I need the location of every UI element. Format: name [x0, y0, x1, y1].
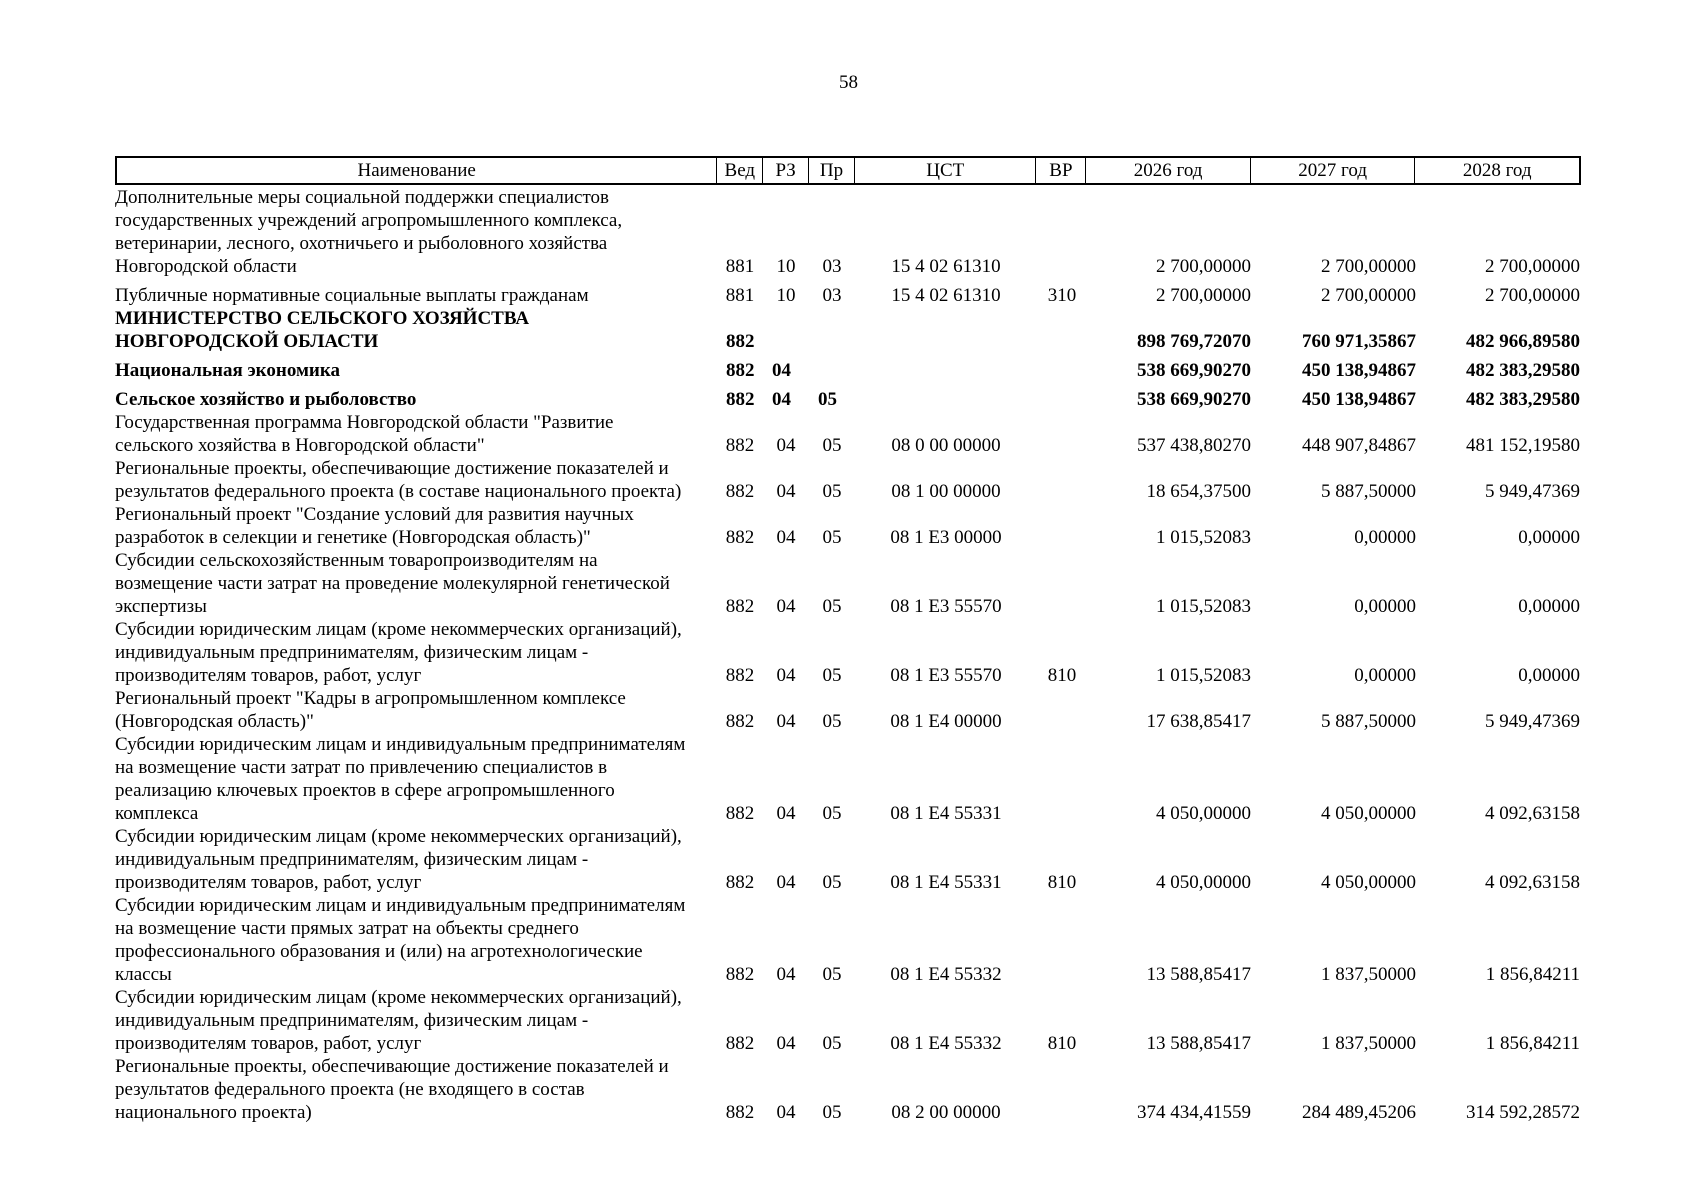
row-ved: 881	[725, 256, 755, 277]
row-ved: 882	[726, 360, 755, 381]
row-2028: 0,00000	[1518, 596, 1580, 617]
row-2028: 5 949,47369	[1485, 481, 1580, 502]
row-ved: 882	[725, 1102, 755, 1123]
header-2026: 2026 год	[1086, 158, 1251, 183]
row-pr: 03	[822, 256, 842, 277]
row-rz: 04	[776, 964, 796, 985]
row-2028: 1 856,84211	[1485, 1033, 1580, 1054]
header-ved: Вед	[717, 158, 763, 183]
row-2027: 0,00000	[1354, 527, 1416, 548]
row-cst: 08 0 00 00000	[891, 435, 1001, 456]
row-cst: 08 1 00 00000	[891, 481, 1001, 502]
row-pr: 05	[822, 1033, 842, 1054]
row-2028: 2 700,00000	[1485, 285, 1580, 306]
row-rz: 04	[776, 481, 796, 502]
row-cst: 08 1 Е3 55570	[890, 665, 1002, 686]
row-rz: 04	[772, 360, 791, 381]
row-2027: 448 907,84867	[1302, 435, 1416, 456]
table-row	[115, 411, 1581, 457]
row-2026: 2 700,00000	[1156, 285, 1251, 306]
row-cst: 08 1 Е4 55331	[890, 872, 1002, 893]
row-2028: 0,00000	[1518, 665, 1580, 686]
row-rz: 04	[776, 527, 796, 548]
row-2028: 314 592,28572	[1466, 1102, 1580, 1123]
row-2028: 1 856,84211	[1485, 964, 1580, 985]
row-2027: 450 138,94867	[1302, 389, 1416, 410]
budget-table	[115, 156, 1581, 1124]
table-row	[115, 359, 1581, 382]
row-name: Национальная экономика	[115, 360, 341, 381]
row-2027: 1 837,50000	[1321, 1033, 1416, 1054]
row-name: Субсидии юридическим лицам (кроме некоммерческих организаций), индивидуальным предпринимателям, физическим лицам - производителям товаров, работ, услуг	[115, 619, 682, 686]
table-row	[115, 388, 1581, 411]
row-name: Региональный проект "Кадры в агропромышленном комплексе (Новгородская область)"	[115, 688, 626, 732]
row-rz: 04	[776, 803, 796, 824]
row-2028: 5 949,47369	[1485, 711, 1580, 732]
row-2026: 538 669,90270	[1137, 389, 1251, 410]
row-rz: 10	[776, 285, 796, 306]
header-2028: 2028 год	[1462, 160, 1532, 181]
row-pr: 05	[822, 711, 842, 732]
row-rz: 04	[776, 435, 796, 456]
row-ved: 882	[726, 389, 755, 410]
table-row	[115, 1055, 1581, 1124]
row-2027: 0,00000	[1354, 665, 1416, 686]
row-name: МИНИСТЕРСТВО СЕЛЬСКОГО ХОЗЯЙСТВА НОВГОРОДСКОЙ ОБЛАСТИ	[115, 308, 530, 352]
table-row	[115, 284, 1581, 307]
row-2026: 1 015,52083	[1156, 527, 1251, 548]
row-pr: 05	[822, 665, 842, 686]
row-rz: 04	[776, 1033, 796, 1054]
row-ved: 882	[725, 1033, 755, 1054]
row-ved: 881	[725, 285, 755, 306]
row-vr: 810	[1047, 1033, 1077, 1054]
row-ved: 882	[726, 331, 755, 352]
row-ved: 882	[725, 596, 755, 617]
row-2026: 2 700,00000	[1156, 256, 1251, 277]
table-row	[115, 307, 1581, 353]
row-name: Субсидии юридическим лицам (кроме некоммерческих организаций), индивидуальным предпринимателям, физическим лицам - производителям товаров, работ, услуг	[115, 826, 682, 893]
row-2028: 482 966,89580	[1466, 331, 1580, 352]
row-2028: 482 383,29580	[1466, 360, 1580, 381]
row-2026: 374 434,41559	[1137, 1102, 1251, 1123]
row-rz: 04	[776, 596, 796, 617]
row-2027: 0,00000	[1354, 596, 1416, 617]
row-2026: 18 654,37500	[1146, 481, 1251, 502]
row-2026: 1 015,52083	[1156, 596, 1251, 617]
row-2027: 2 700,00000	[1321, 256, 1416, 277]
table-row	[115, 618, 1581, 687]
table-row	[115, 503, 1581, 549]
row-name: Региональные проекты, обеспечивающие достижение показателей и результатов федерального проекта (в составе национального проекта)	[115, 458, 682, 502]
row-rz: 10	[776, 256, 796, 277]
row-name: Государственная программа Новгородской области "Развитие сельского хозяйства в Новгородской области"	[115, 412, 614, 456]
row-name: Субсидии юридическим лицам (кроме некоммерческих организаций), индивидуальным предпринимателям, физическим лицам - производителям товаров, работ, услуг	[115, 987, 682, 1054]
row-ved: 882	[725, 711, 755, 732]
row-pr: 05	[822, 481, 842, 502]
row-name: Субсидии юридическим лицам и индивидуальным предпринимателям на возмещение части затрат по привлечению специалистов в реализацию ключевых проектов в сфере агропромышленного комплекса	[115, 734, 686, 824]
row-vr: 310	[1047, 285, 1077, 306]
row-2028: 482 383,29580	[1466, 389, 1580, 410]
row-cst: 08 1 Е4 00000	[890, 711, 1002, 732]
row-ved: 882	[725, 803, 755, 824]
header-pr: Пр	[809, 158, 855, 183]
row-2026: 538 669,90270	[1137, 360, 1251, 381]
row-name: Региональный проект "Создание условий для развития научных разработок в селекции и генетике (Новгородская область)"	[115, 504, 634, 548]
row-2026: 537 438,80270	[1137, 435, 1251, 456]
row-2027: 5 887,50000	[1321, 481, 1416, 502]
row-pr: 05	[822, 527, 842, 548]
row-2027: 450 138,94867	[1302, 360, 1416, 381]
header-rz: РЗ	[763, 158, 809, 183]
header-vr: ВР	[1036, 158, 1086, 183]
row-cst: 08 1 Е3 00000	[890, 527, 1002, 548]
row-2028: 4 092,63158	[1485, 803, 1580, 824]
row-ved: 882	[725, 872, 755, 893]
row-name: Региональные проекты, обеспечивающие достижение показателей и результатов федерального проекта (не входящего в состав национального проекта)	[115, 1056, 669, 1123]
row-rz: 04	[776, 872, 796, 893]
row-2026: 4 050,00000	[1156, 803, 1251, 824]
row-cst: 15 4 02 61310	[891, 256, 1001, 277]
row-2027: 4 050,00000	[1321, 803, 1416, 824]
header-2027: 2027 год	[1251, 158, 1416, 183]
row-2027: 2 700,00000	[1321, 285, 1416, 306]
row-2026: 1 015,52083	[1156, 665, 1251, 686]
table-row	[115, 186, 1581, 278]
row-2027: 284 489,45206	[1302, 1102, 1416, 1123]
row-cst: 08 1 Е4 55332	[890, 1033, 1002, 1054]
row-name: Субсидии юридическим лицам и индивидуальным предпринимателям на возмещение части прямых затрат на объекты среднего профессионального образования и (или) на агротехнологические классы	[115, 895, 686, 985]
row-cst: 08 1 Е4 55331	[890, 803, 1002, 824]
table-header	[115, 156, 1581, 185]
row-2028: 2 700,00000	[1485, 256, 1580, 277]
row-pr: 05	[818, 389, 837, 410]
table-row	[115, 986, 1581, 1055]
row-cst: 15 4 02 61310	[891, 285, 1001, 306]
row-ved: 882	[725, 435, 755, 456]
row-cst: 08 2 00 00000	[891, 1102, 1001, 1123]
row-pr: 05	[822, 872, 842, 893]
table-row	[115, 825, 1581, 894]
row-pr: 05	[822, 1102, 842, 1123]
row-name: Сельское хозяйство и рыболовство	[115, 389, 417, 410]
row-2026: 13 588,85417	[1146, 1033, 1251, 1054]
row-2028: 481 152,19580	[1466, 435, 1580, 456]
row-2028: 4 092,63158	[1485, 872, 1580, 893]
row-2026: 17 638,85417	[1146, 711, 1251, 732]
row-vr: 810	[1047, 872, 1077, 893]
row-ved: 882	[725, 527, 755, 548]
table-row	[115, 549, 1581, 618]
header-name: Наименование	[117, 158, 717, 183]
row-ved: 882	[725, 964, 755, 985]
row-rz: 04	[772, 389, 791, 410]
row-2027: 1 837,50000	[1321, 964, 1416, 985]
row-ved: 882	[725, 665, 755, 686]
row-ved: 882	[725, 481, 755, 502]
row-name: Субсидии сельскохозяйственным товаропроизводителям на возмещение части затрат на проведение молекулярной генетической экспертизы	[115, 550, 670, 617]
row-rz: 04	[776, 711, 796, 732]
row-2027: 5 887,50000	[1321, 711, 1416, 732]
row-pr: 05	[822, 803, 842, 824]
table-row	[115, 457, 1581, 503]
row-cst: 08 1 Е4 55332	[890, 964, 1002, 985]
header-cst: ЦСТ	[855, 158, 1037, 183]
row-pr: 05	[822, 964, 842, 985]
row-vr: 810	[1047, 665, 1077, 686]
table-row	[115, 894, 1581, 986]
row-2028: 0,00000	[1518, 527, 1580, 548]
table-row	[115, 733, 1581, 825]
row-2026: 13 588,85417	[1146, 964, 1251, 985]
row-2026: 4 050,00000	[1156, 872, 1251, 893]
row-rz: 04	[776, 1102, 796, 1123]
page-number: 58	[839, 72, 858, 93]
row-2026: 898 769,72070	[1137, 331, 1251, 352]
row-name: Публичные нормативные социальные выплаты гражданам	[115, 285, 589, 306]
row-2027: 760 971,35867	[1302, 331, 1416, 352]
row-pr: 05	[822, 435, 842, 456]
row-pr: 03	[822, 285, 842, 306]
row-pr: 05	[822, 596, 842, 617]
row-cst: 08 1 Е3 55570	[890, 596, 1002, 617]
row-rz: 04	[776, 665, 796, 686]
table-row	[115, 687, 1581, 733]
row-name: Дополнительные меры социальной поддержки специалистов государственных учреждений агропромышленного комплекса, ветеринарии, лесного, охотничьего и рыболовного хозяйства Новгородской области	[115, 187, 623, 277]
row-2027: 4 050,00000	[1321, 872, 1416, 893]
